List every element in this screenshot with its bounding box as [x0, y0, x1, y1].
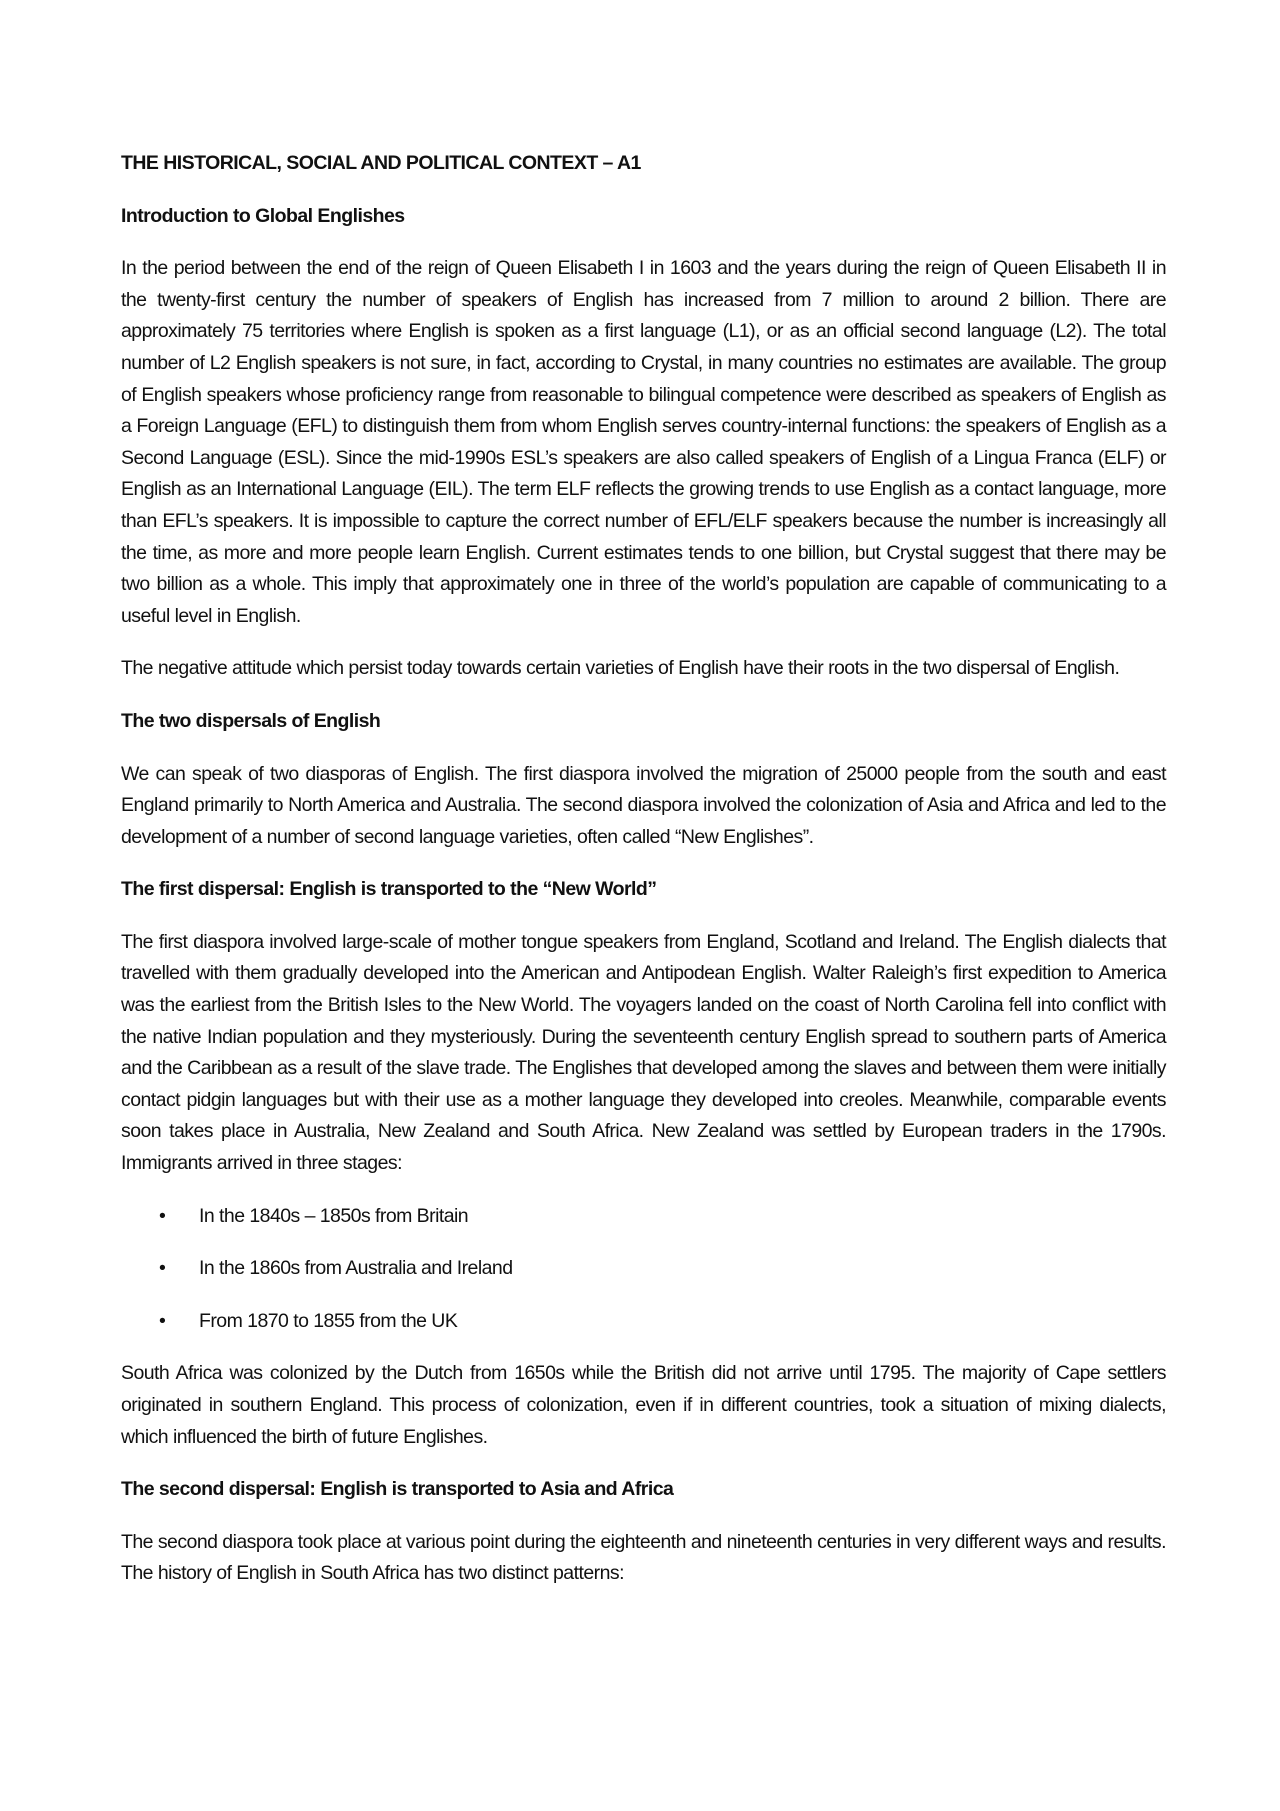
paragraph-dispersals-1: We can speak of two diasporas of English. The first diaspora involved the migration of 25000 people from the south and east England primarily to North America and Australia. The second diaspora involved the colonization of Asia and Africa and led to the development of a number of second language varieties, often called “New Englishes”. — [121, 762, 1166, 848]
section-heading-first-dispersal: The first dispersal: English is transported to the “New World” — [121, 878, 657, 901]
document-title: THE HISTORICAL, SOCIAL AND POLITICAL CONTEXT – A1 — [121, 152, 641, 174]
paragraph-first-dispersal-2: South Africa was colonized by the Dutch from 1650s while the British did not arrive until 1795. The majority of Cape settlers originated in southern England. This process of colonization, even if in different countries, took a situation of mixing dialects, which influenced the birth of future Englishes. — [121, 1362, 1166, 1448]
document-body — [121, 148, 1166, 1611]
list-item-text: In the 1860s from Australia and Ireland — [199, 1257, 513, 1280]
bullet-icon: • — [159, 1257, 166, 1280]
paragraph-intro-2: The negative attitude which persist today towards certain varieties of English have their roots in the two dispersal of English. — [121, 657, 1120, 680]
list-item — [121, 1306, 1166, 1338]
section-heading-second-dispersal: The second dispersal: English is transported to Asia and Africa — [121, 1478, 674, 1501]
paragraph-second-dispersal-1: The second diaspora took place at various point during the eighteenth and nineteenth centuries in very different ways and results. The history of English in South Africa has two distinct patterns: — [121, 1530, 1166, 1585]
immigration-stages-list — [121, 1201, 1166, 1338]
list-item — [121, 1253, 1166, 1285]
list-item-text: In the 1840s – 1850s from Britain — [199, 1204, 469, 1227]
section-heading-dispersals: The two dispersals of English — [121, 709, 381, 732]
section-heading-intro: Introduction to Global Englishes — [121, 204, 405, 227]
paragraph-intro-1: In the period between the end of the reign of Queen Elisabeth I in 1603 and the years during the reign of Queen Elisabeth II in the twenty-first century the number of speakers of English has increased from 7 million to around 2 billion. There are approximately 75 territories where English is spoken as a first language (L1), or as an official second language (L2). The total number of L2 English speakers is not sure, in fact, according to Crystal, in many countries no estimates are available. The group of English speakers whose proficiency range from reasonable to bilingual competence were described as speakers of English as a Foreign Language (EFL) to distinguish them from whom English serves country-internal functions: the speakers of English as a Second Language (ESL). Since the mid-1990s ESL’s speakers are also called speakers of English of a Lingua Franca (ELF) or English as an International Language (EIL). The term ELF reflects the growing trends to use English as a contact language, more than EFL’s speakers. It is impossible to capture the correct number of EFL/ELF speakers because the number is increasingly all the time, as more and more people learn English. Current estimates tends to one billion, but Crystal suggest that there may be two billion as a whole. This imply that approximately one in three of the world’s population are capable of communicating to a useful level in English. — [121, 257, 1166, 627]
list-item-text: From 1870 to 1855 from the UK — [199, 1309, 458, 1332]
bullet-icon: • — [159, 1309, 166, 1332]
paragraph-first-dispersal-1: The first diaspora involved large-scale of mother tongue speakers from England, Scotland and Ireland. The English dialects that travelled with them gradually developed into the American and Antipodean English. Walter Raleigh’s first expedition to America was the earliest from the British Isles to the New World. The voyagers landed on the coast of North Carolina fell into conflict with the native Indian population and they mysteriously. During the seventeenth century English spread to southern parts of America and the Caribbean as a result of the slave trade. The Englishes that developed among the slaves and between them were initially contact pidgin languages but with their use as a mother language they developed into creoles. Meanwhile, comparable events soon takes place in Australia, New Zealand and South Africa. New Zealand was settled by European traders in the 1790s. Immigrants arrived in three stages: — [121, 930, 1166, 1175]
list-item — [121, 1201, 1166, 1233]
bullet-icon: • — [159, 1204, 166, 1227]
